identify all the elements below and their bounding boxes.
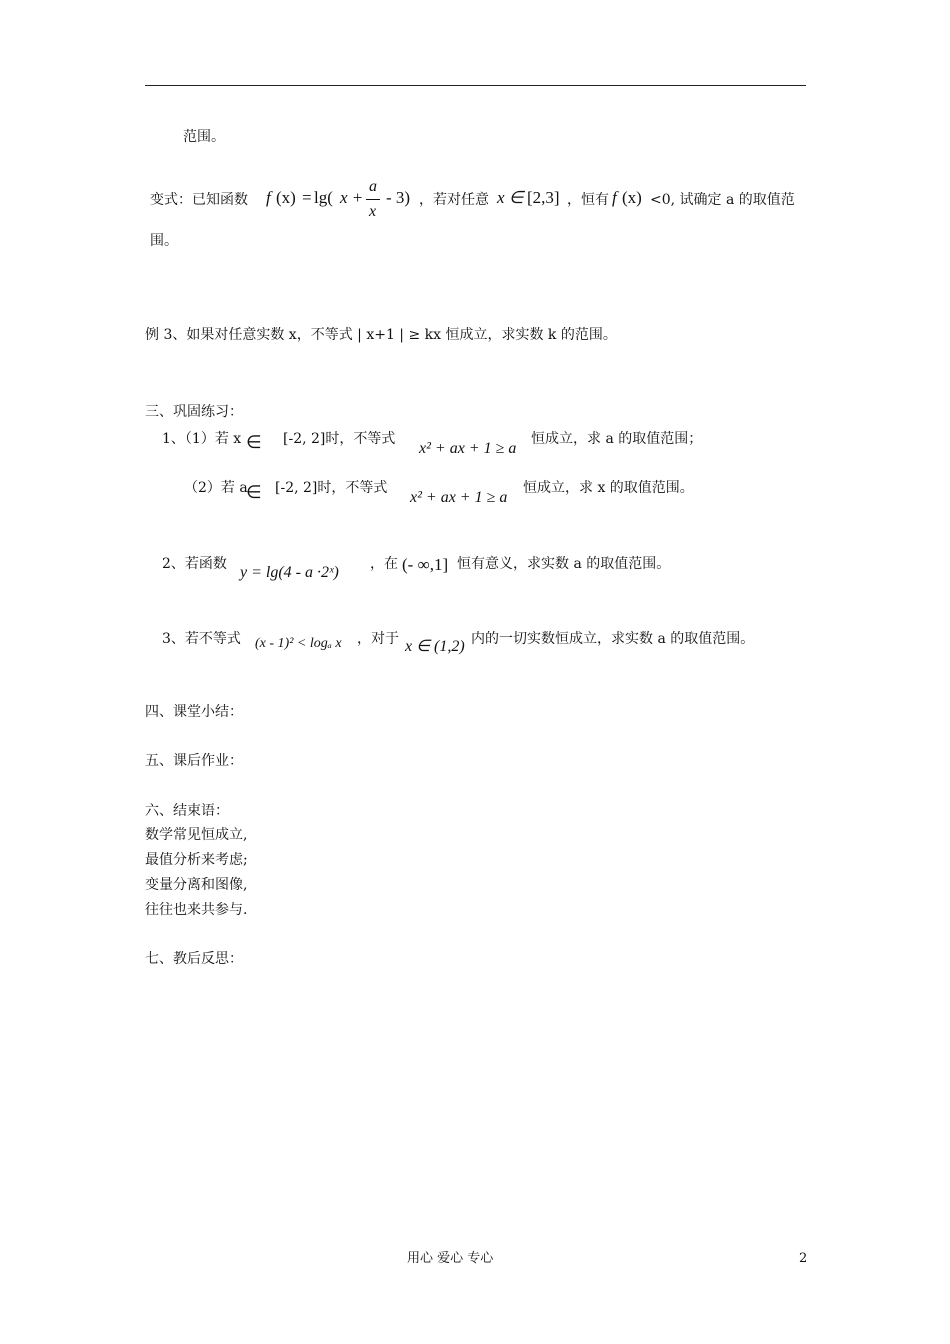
variant-always: ，恒有 <box>567 192 609 208</box>
section-5-title: 五、课后作业： <box>145 753 243 769</box>
variant-lg: lg( <box>314 188 333 207</box>
variant-f2: f <box>612 188 617 207</box>
ex3-formula: (x - 1)² < logₐ x <box>255 636 342 651</box>
example-3: 例 3、如果对任意实数 x，不等式 | x+1 | ≥ kx 恒成立，求实数 k 的范围。 <box>145 327 617 343</box>
ex3-suffix: 内的一切实数恒成立，求实数 a 的取值范围。 <box>471 631 755 647</box>
variant-line2: 围。 <box>150 233 178 249</box>
ex1-p1-suffix: 恒成立，求 a 的取值范围； <box>531 431 703 447</box>
variant-x-plus: x + <box>340 188 364 207</box>
ex3-cond: x ∈ (1,2) <box>405 638 465 655</box>
variant-minus3: - 3) <box>386 188 411 207</box>
variant-label: 变式：已知函数 <box>150 192 248 208</box>
footer-motto: 用心 爱心 专心 <box>407 1251 494 1266</box>
ex2-mid: ，在 <box>370 556 398 572</box>
ex2-suffix: 恒有意义，求实数 a 的取值范围。 <box>457 556 671 572</box>
variant-x-in: x ∈ <box>497 188 524 207</box>
closing-verse-line: 数学常见恒成立, <box>145 827 248 843</box>
variant-cond: <0, 试确定 a 的取值范 <box>650 192 795 208</box>
ex1-range-2: [-2, 2]时，不等式 <box>275 480 388 496</box>
variant-comma-if: ，若对任意 <box>419 192 489 208</box>
variant-x-paren2: (x) <box>622 188 642 207</box>
page-number: 2 <box>799 1251 808 1266</box>
variant-frac-den: x <box>369 203 377 220</box>
closing-verse-line: 往往也来共参与. <box>145 902 248 918</box>
variant-eq: = <box>302 188 312 207</box>
intro-text: 范围。 <box>183 129 225 145</box>
ex3-mid: ，对于 <box>357 631 399 647</box>
variant-frac-bar <box>366 199 380 200</box>
ex1-formula: x² + ax + 1 ≥ a <box>419 440 517 457</box>
variant-f: f <box>266 188 271 207</box>
section-4-title: 四、课堂小结： <box>145 704 243 720</box>
ex1-p1-prefix: 1、（1）若 x <box>162 431 242 447</box>
ex1-p2-prefix: （2）若 a <box>184 480 248 496</box>
variant-interval: [2,3] <box>527 188 560 207</box>
closing-verse-line: 最值分析来考虑; <box>145 852 248 868</box>
ex2-interval: (- ∞,1] <box>402 555 449 574</box>
closing-verse-line: 变量分离和图像, <box>145 877 248 893</box>
ex1-in-symbol-2: ∈ <box>246 482 262 502</box>
section-6-title: 六、结束语： <box>145 803 229 819</box>
variant-frac-num: a <box>369 178 377 195</box>
ex1-in-symbol: ∈ <box>246 432 262 452</box>
section-3-title: 三、巩固练习： <box>145 404 243 420</box>
ex2-prefix: 2、若函数 <box>162 556 227 572</box>
ex1-formula-2: x² + ax + 1 ≥ a <box>410 489 508 506</box>
ex3-prefix: 3、若不等式 <box>162 631 241 647</box>
header-rule <box>145 85 806 86</box>
section-7-title: 七、教后反思： <box>145 951 243 967</box>
ex1-range: [-2, 2]时，不等式 <box>283 431 396 447</box>
ex1-p2-suffix: 恒成立，求 x 的取值范围。 <box>523 480 694 496</box>
ex2-formula: y = lg(4 - a ·2ˣ) <box>240 564 339 581</box>
variant-x-paren: (x) <box>276 188 296 207</box>
